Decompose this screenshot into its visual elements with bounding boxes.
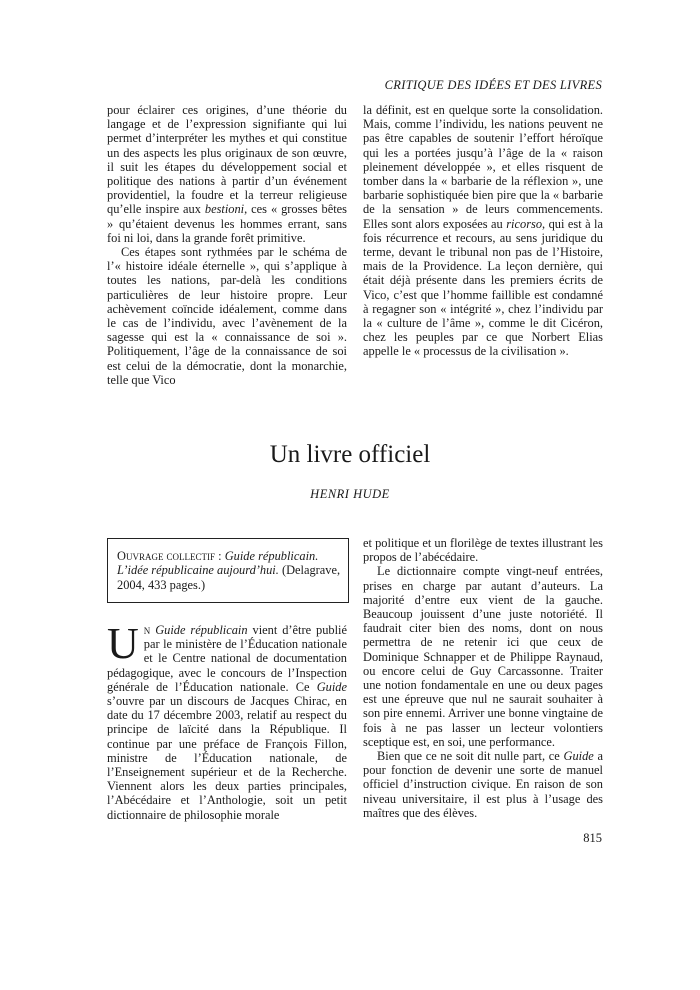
text: la définit, est en quelque sorte la consolidation. Mais, comme l’individu, les nations peuvent ne pas être capables de soutenir l’effort héroïque qui les a portées jusqu’à l’âge de la « raison pleinement développée », et elles risquent de tomber dans la « barbarie de la réflexion », une barbarie sophistiquée bien pire que la « barbarie de la sensation » de leurs commencements. Elles sont alors exposées au — [363, 103, 603, 231]
lead-in: n — [143, 623, 151, 637]
reference-book-title: Guide républicain. L’idée républicaine aujourd’hui. — [117, 549, 319, 578]
paragraph — [363, 749, 603, 820]
article-title: Un livre officiel — [269, 441, 431, 468]
paragraph: Le dictionnaire compte vingt-neuf entrées, prises en charge par autant d’auteurs. La majorité d’entre eux vient de la gauche. Beaucoup jouissent d’une juste notoriété. Il faudrait citer bien des noms, dont on nous permettra de ne retenir ici que ceux de Dominique Schnapper et de Philippe Raynaud, ou encore celui de Guy Carcassonne. Traiter une notion fondamentale en une ou deux pages est une épreuve que nul ne saurait souhaiter à son pire ennemi. Arriver une bonne vingtaine de fois à ne pas lasser un lecteur volontiers sceptique est, en soi, une performance. — [363, 564, 603, 749]
text: , ces « grosses bêtes » qu’étaient devenus les hommes errant, sans foi ni loi, dans la grande forêt primitive. — [107, 202, 347, 245]
drop-cap: U — [107, 619, 139, 668]
reference-details: (Delagrave, 2004, 433 pages.) — [117, 563, 341, 592]
emphasis: bestioni — [204, 202, 245, 217]
text: pour éclairer ces origines, d’une théorie du langage et de l’expression signifiante qui lui permet d’interpréter les mythes et qui constitue un des aspects les plus originaux de son œuvre, il suit les étapes du développement social et politique des nations à partir d’un événement providentiel, la foudre et la terreur religieuse qu’elle inspire aux — [107, 103, 347, 217]
page-number: 815 — [583, 831, 602, 845]
emphasis: Guide — [316, 679, 347, 694]
text: vient d’être publié par le ministère de l’Éducation nationale et le Centre national de documentation pédagogique, avec le concours de l’Inspection générale de l’Éducation nationale. Ce — [107, 623, 347, 694]
top-column-left — [107, 103, 347, 387]
paragraph — [107, 103, 347, 245]
paragraph — [363, 103, 603, 359]
article-column-right — [363, 536, 603, 820]
text: a pour fonction de devenir une sorte de manuel officiel d’instruction civique. En raison de son niveau universitaire, il est plus à l’usage des maîtres que des élèves. — [363, 749, 603, 820]
text: Bien que ce ne soit dit nulle part, ce — [377, 749, 560, 764]
top-column-right — [363, 103, 603, 359]
paragraph: Ces étapes sont rythmées par le schéma de l’« histoire idéale éternelle », qui s’applique à toutes les nations, par-delà les conditions particulières de leur histoire propre. Leur achèvement coïncide idéalement, comme dans le cas de l’individu, avec l’avènement de la sagesse qui est la « connaissance de soi ». Politiquement, l’âge de la connaissance de soi est celui de la démocratie, dont la monarchie, telle que Vico — [107, 245, 347, 387]
paragraph: et politique et un florilège de textes illustrant les propos de l’abécédaire. — [363, 536, 603, 565]
running-head: CRITIQUE DES IDÉES ET DES LIVRES — [384, 78, 602, 92]
text: s’ouvre par un discours de Jacques Chirac, en date du 17 décembre 2003, relatif au respect du principe de laïcité dans la République. Il continue par une préface de François Fillon, ministre de l’Éducation nationale, de l’Enseignement supérieur et de la Recherche. Viennent alors les deux parties principales, l’Abécédaire et l’Anthologie, soit un petit dictionnaire de philosophie morale — [107, 694, 347, 822]
emphasis: ricorso — [506, 216, 543, 231]
article-author: HENRI HUDE — [310, 487, 390, 501]
emphasis: Guide — [563, 749, 594, 764]
emphasis: Guide républicain — [155, 623, 248, 637]
text: , qui est à la fois récurrence et recours, au sens juridique du terme, devant le tribunal non pas de l’Histoire, mais de la Providence. La leçon dernière, qui était déjà présente dans les premiers écrits de Vico, c’est que l’homme faillible est condamné à regagner son « intégrité », chez l’individu par la « culture de l’âme », comme le dit Cicéron, chez les peuples par ce que Norbert Elias appelle le « processus de la civilisation ». — [363, 216, 603, 359]
article-column-left — [107, 619, 347, 822]
reference-label: Ouvrage collectif : — [117, 549, 222, 563]
paragraph — [107, 619, 347, 822]
book-reference-box — [107, 538, 349, 603]
